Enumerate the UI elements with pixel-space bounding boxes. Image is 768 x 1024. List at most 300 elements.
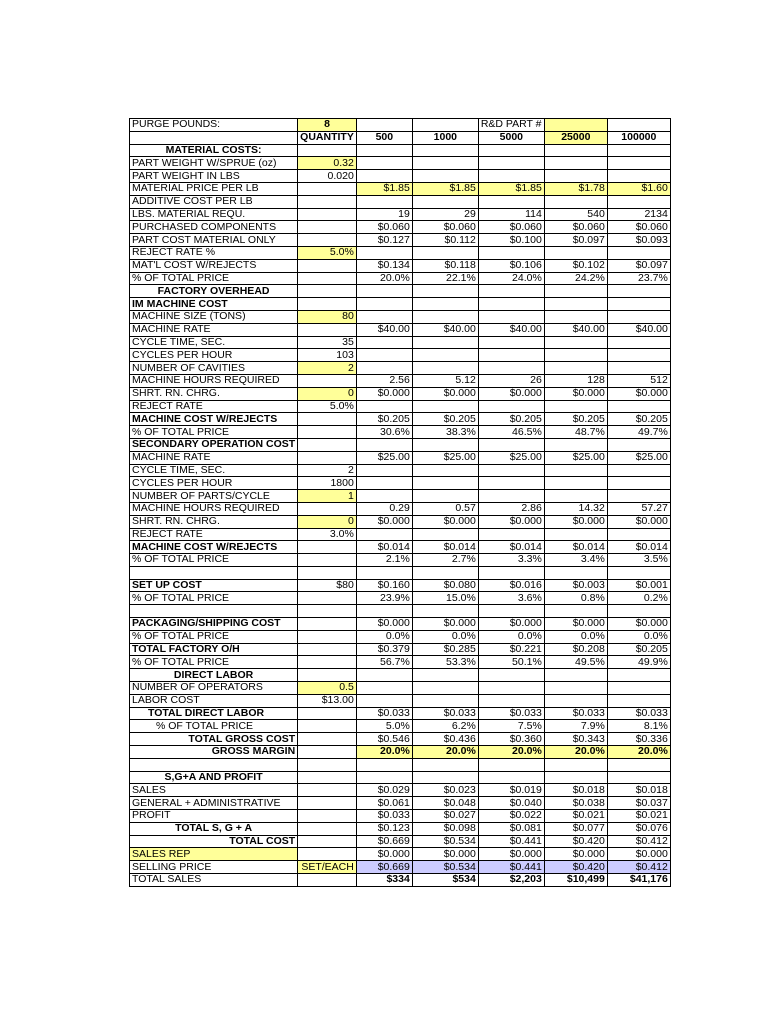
value-cell: 5.0%	[356, 720, 412, 733]
value-cell: $0.000	[544, 618, 607, 631]
input-cell[interactable]: 2	[298, 362, 357, 375]
value-cell: $0.000	[412, 515, 478, 528]
rd-part-label: R&D PART #	[478, 119, 544, 132]
value-cell	[412, 195, 478, 208]
value-cell	[478, 246, 544, 259]
row-label: MACHINE RATE	[130, 323, 298, 336]
input-cell	[298, 438, 357, 451]
value-cell: 24.0%	[478, 272, 544, 285]
value-cell	[356, 438, 412, 451]
value-cell	[607, 362, 670, 375]
value-cell	[607, 144, 670, 157]
value-cell	[607, 490, 670, 503]
value-cell: 0.0%	[356, 630, 412, 643]
input-cell: $80	[298, 579, 357, 592]
value-cell: 20.0%	[356, 272, 412, 285]
value-cell	[607, 400, 670, 413]
input-cell	[298, 720, 357, 733]
row-label: REJECT RATE	[130, 528, 298, 541]
value-cell: $0.040	[478, 797, 544, 810]
value-cell: $0.001	[607, 579, 670, 592]
table-row	[130, 477, 671, 490]
table-row	[130, 451, 671, 464]
input-cell	[298, 285, 357, 298]
input-cell[interactable]: 0.5	[298, 682, 357, 695]
value-cell: 2.86	[478, 502, 544, 515]
value-cell	[544, 349, 607, 362]
value-cell: $0.112	[412, 234, 478, 247]
table-row	[130, 336, 671, 349]
value-cell	[412, 170, 478, 183]
input-cell	[298, 592, 357, 605]
value-cell	[478, 144, 544, 157]
value-cell: $0.023	[412, 784, 478, 797]
value-cell	[356, 464, 412, 477]
value-cell	[544, 771, 607, 784]
table-row	[130, 285, 671, 298]
value-cell: 19	[356, 208, 412, 221]
value-cell	[412, 682, 478, 695]
value-cell: 0.8%	[544, 592, 607, 605]
value-cell: $0.033	[412, 707, 478, 720]
value-cell: 2134	[607, 208, 670, 221]
value-cell	[478, 490, 544, 503]
table-row	[130, 861, 671, 874]
value-cell: $0.669	[356, 861, 412, 874]
row-label: TOTAL FACTORY O/H	[130, 643, 298, 656]
table-row	[130, 310, 671, 323]
rd-part-input[interactable]	[544, 119, 607, 132]
input-cell	[298, 413, 357, 426]
value-cell: $0.033	[356, 810, 412, 823]
value-cell	[544, 170, 607, 183]
spacer-row	[130, 605, 671, 618]
value-cell	[478, 605, 544, 618]
row-label: SALES	[130, 784, 298, 797]
value-cell: 49.5%	[544, 656, 607, 669]
input-cell	[298, 208, 357, 221]
value-cell: $0.019	[478, 784, 544, 797]
value-cell: $0.208	[544, 643, 607, 656]
value-cell	[356, 669, 412, 682]
value-cell: 20.0%	[544, 746, 607, 759]
value-cell	[544, 605, 607, 618]
value-cell	[356, 682, 412, 695]
value-cell: 38.3%	[412, 426, 478, 439]
quantity-row	[130, 131, 671, 144]
input-cell	[298, 451, 357, 464]
value-cell: 56.7%	[356, 656, 412, 669]
value-cell: 0.29	[356, 502, 412, 515]
value-cell	[356, 771, 412, 784]
value-cell: $0.205	[478, 413, 544, 426]
input-cell	[298, 566, 357, 579]
value-cell: $0.000	[478, 515, 544, 528]
input-cell	[298, 272, 357, 285]
value-cell: $10,499	[544, 874, 607, 887]
value-cell: $0.127	[356, 234, 412, 247]
value-cell: $0.000	[356, 618, 412, 631]
input-cell: 3.0%	[298, 528, 357, 541]
value-cell: $0.669	[356, 835, 412, 848]
input-cell	[298, 182, 357, 195]
row-label: REJECT RATE	[130, 400, 298, 413]
row-label: S,G+A AND PROFIT	[130, 771, 298, 784]
value-cell: $0.000	[412, 387, 478, 400]
row-label: IM MACHINE COST	[130, 298, 298, 311]
value-cell	[478, 310, 544, 323]
value-cell: $25.00	[478, 451, 544, 464]
value-cell	[412, 310, 478, 323]
value-cell	[607, 758, 670, 771]
value-cell	[356, 566, 412, 579]
value-cell	[478, 528, 544, 541]
value-cell: 7.9%	[544, 720, 607, 733]
table-row	[130, 182, 671, 195]
value-cell	[356, 144, 412, 157]
value-cell: 3.4%	[544, 554, 607, 567]
input-cell	[298, 234, 357, 247]
value-cell	[356, 349, 412, 362]
row-label: ADDITIVE COST PER LB	[130, 195, 298, 208]
row-label: MATERIAL COSTS:	[130, 144, 298, 157]
row-label: GENERAL + ADMINISTRATIVE	[130, 797, 298, 810]
row-label: DIRECT LABOR	[130, 669, 298, 682]
value-cell	[607, 566, 670, 579]
value-cell	[607, 477, 670, 490]
value-cell: $1.78	[544, 182, 607, 195]
table-row	[130, 694, 671, 707]
value-cell: 2.1%	[356, 554, 412, 567]
value-cell	[544, 336, 607, 349]
value-cell: $0.000	[478, 848, 544, 861]
purge-row	[130, 119, 671, 132]
table-row	[130, 618, 671, 631]
row-label: SET UP COST	[130, 579, 298, 592]
value-cell: $25.00	[544, 451, 607, 464]
value-cell: 22.1%	[412, 272, 478, 285]
value-cell	[356, 157, 412, 170]
input-cell	[298, 822, 357, 835]
value-cell	[478, 477, 544, 490]
value-cell: $0.441	[478, 835, 544, 848]
value-cell: $0.000	[544, 515, 607, 528]
input-cell	[298, 374, 357, 387]
row-label: PROFIT	[130, 810, 298, 823]
table-row	[130, 810, 671, 823]
value-cell: $0.000	[607, 618, 670, 631]
value-cell	[607, 195, 670, 208]
value-cell: $0.000	[478, 387, 544, 400]
purge-value-cell[interactable]: 8	[298, 119, 357, 132]
input-cell	[298, 835, 357, 848]
table-row	[130, 630, 671, 643]
input-cell[interactable]: 0	[298, 515, 357, 528]
input-cell	[298, 810, 357, 823]
value-cell: $0.343	[544, 733, 607, 746]
value-cell	[356, 605, 412, 618]
value-cell	[478, 682, 544, 695]
value-cell	[478, 566, 544, 579]
input-cell	[298, 771, 357, 784]
value-cell	[544, 682, 607, 695]
value-cell	[544, 464, 607, 477]
value-cell	[412, 144, 478, 157]
value-cell	[478, 694, 544, 707]
input-cell[interactable]: 1	[298, 490, 357, 503]
table-row	[130, 208, 671, 221]
value-cell: 512	[607, 374, 670, 387]
row-label: MACHINE HOURS REQUIRED	[130, 502, 298, 515]
value-cell: 30.6%	[356, 426, 412, 439]
quantity-label: QUANTITY	[298, 131, 357, 144]
table-row	[130, 707, 671, 720]
input-cell[interactable]: 0	[298, 387, 357, 400]
value-cell: $0.033	[356, 707, 412, 720]
value-cell: $0.205	[412, 413, 478, 426]
value-cell: $0.221	[478, 643, 544, 656]
value-cell: $0.000	[356, 515, 412, 528]
value-cell	[356, 170, 412, 183]
table-row	[130, 528, 671, 541]
value-cell: $0.000	[607, 848, 670, 861]
input-cell[interactable]: 80	[298, 310, 357, 323]
value-cell: 50.1%	[478, 656, 544, 669]
qty-25000[interactable]: 25000	[544, 131, 607, 144]
input-cell: 5.0%	[298, 400, 357, 413]
value-cell: $0.033	[607, 707, 670, 720]
value-cell	[356, 285, 412, 298]
value-cell	[356, 310, 412, 323]
qty-100000: 100000	[607, 131, 670, 144]
table-row	[130, 490, 671, 503]
row-label: SHRT. RN. CHRG.	[130, 515, 298, 528]
value-cell	[412, 400, 478, 413]
table-row	[130, 221, 671, 234]
value-cell: $0.077	[544, 822, 607, 835]
table-row	[130, 720, 671, 733]
value-cell: $25.00	[356, 451, 412, 464]
value-cell: $0.420	[544, 861, 607, 874]
table-row	[130, 682, 671, 695]
row-label: MATERIAL PRICE PER LB	[130, 182, 298, 195]
value-cell	[412, 349, 478, 362]
input-cell	[298, 554, 357, 567]
value-cell: 5.12	[412, 374, 478, 387]
row-label: GROSS MARGIN	[130, 746, 298, 759]
value-cell: 57.27	[607, 502, 670, 515]
value-cell: 20.0%	[607, 746, 670, 759]
value-cell	[544, 490, 607, 503]
value-cell: $40.00	[412, 323, 478, 336]
value-cell: 2.56	[356, 374, 412, 387]
table-row	[130, 822, 671, 835]
value-cell	[544, 246, 607, 259]
table-row	[130, 797, 671, 810]
row-label: MACHINE RATE	[130, 451, 298, 464]
input-cell	[298, 784, 357, 797]
input-cell	[298, 144, 357, 157]
value-cell: $0.076	[607, 822, 670, 835]
value-cell	[356, 694, 412, 707]
value-cell: $0.014	[356, 541, 412, 554]
value-cell	[356, 336, 412, 349]
value-cell: $0.000	[607, 515, 670, 528]
value-cell	[544, 285, 607, 298]
value-cell: 23.9%	[356, 592, 412, 605]
table-row	[130, 784, 671, 797]
value-cell: $0.205	[607, 643, 670, 656]
input-cell	[298, 618, 357, 631]
row-label: PURCHASED COMPONENTS	[130, 221, 298, 234]
row-label	[130, 566, 298, 579]
table-row	[130, 413, 671, 426]
value-cell: $0.081	[478, 822, 544, 835]
value-cell	[607, 682, 670, 695]
value-cell	[607, 298, 670, 311]
value-cell: $0.014	[607, 541, 670, 554]
value-cell	[544, 362, 607, 375]
value-cell	[356, 400, 412, 413]
spacer-row	[130, 566, 671, 579]
row-label: PART WEIGHT W/SPRUE (oz)	[130, 157, 298, 170]
purge-label: PURGE POUNDS:	[130, 119, 298, 132]
value-cell	[356, 490, 412, 503]
table-row	[130, 400, 671, 413]
input-cell[interactable]: 0.32	[298, 157, 357, 170]
value-cell	[607, 170, 670, 183]
value-cell: $0.000	[356, 387, 412, 400]
value-cell: 14.32	[544, 502, 607, 515]
value-cell: $0.546	[356, 733, 412, 746]
value-cell: $0.420	[544, 835, 607, 848]
value-cell	[412, 298, 478, 311]
input-cell: 103	[298, 349, 357, 362]
value-cell: $0.100	[478, 234, 544, 247]
value-cell: $0.118	[412, 259, 478, 272]
value-cell: $0.033	[478, 707, 544, 720]
value-cell: $1.85	[478, 182, 544, 195]
value-cell	[607, 464, 670, 477]
table-row	[130, 438, 671, 451]
value-cell: $0.098	[412, 822, 478, 835]
value-cell	[607, 246, 670, 259]
row-label: CYCLES PER HOUR	[130, 349, 298, 362]
row-label: MACHINE COST W/REJECTS	[130, 413, 298, 426]
value-cell: $41,176	[607, 874, 670, 887]
value-cell: $0.014	[544, 541, 607, 554]
table-row	[130, 874, 671, 887]
value-cell	[607, 336, 670, 349]
value-cell	[412, 528, 478, 541]
input-cell: 2	[298, 464, 357, 477]
input-cell	[298, 848, 357, 861]
value-cell: $0.000	[607, 387, 670, 400]
value-cell: 540	[544, 208, 607, 221]
row-label: REJECT RATE %	[130, 246, 298, 259]
value-cell: $0.534	[412, 835, 478, 848]
value-cell	[412, 336, 478, 349]
row-label: NUMBER OF CAVITIES	[130, 362, 298, 375]
input-cell	[298, 669, 357, 682]
value-cell: 7.5%	[478, 720, 544, 733]
value-cell: $0.106	[478, 259, 544, 272]
value-cell	[478, 349, 544, 362]
input-cell[interactable]: SET/EACH	[298, 861, 357, 874]
row-label: % OF TOTAL PRICE	[130, 554, 298, 567]
value-cell: $0.003	[544, 579, 607, 592]
table-row	[130, 669, 671, 682]
value-cell	[478, 669, 544, 682]
table-row	[130, 554, 671, 567]
value-cell: 3.3%	[478, 554, 544, 567]
value-cell: 24.2%	[544, 272, 607, 285]
value-cell	[607, 771, 670, 784]
value-cell: $0.037	[607, 797, 670, 810]
input-cell	[298, 643, 357, 656]
row-label: LBS. MATERIAL REQU.	[130, 208, 298, 221]
value-cell: $0.123	[356, 822, 412, 835]
value-cell	[356, 477, 412, 490]
value-cell: $0.021	[607, 810, 670, 823]
value-cell	[607, 310, 670, 323]
row-label: SECONDARY OPERATION COST	[130, 438, 298, 451]
value-cell: $0.097	[544, 234, 607, 247]
row-label: TOTAL DIRECT LABOR	[130, 707, 298, 720]
value-cell: 15.0%	[412, 592, 478, 605]
value-cell: $0.285	[412, 643, 478, 656]
table-row	[130, 771, 671, 784]
table-row	[130, 643, 671, 656]
value-cell: $0.080	[412, 579, 478, 592]
value-cell	[478, 157, 544, 170]
value-cell: 0.0%	[478, 630, 544, 643]
value-cell	[412, 771, 478, 784]
input-cell	[298, 605, 357, 618]
qty-5000: 5000	[478, 131, 544, 144]
value-cell: 23.7%	[607, 272, 670, 285]
value-cell	[356, 758, 412, 771]
value-cell: $0.000	[478, 618, 544, 631]
value-cell	[544, 694, 607, 707]
row-label: % OF TOTAL PRICE	[130, 426, 298, 439]
value-cell	[607, 438, 670, 451]
table-row	[130, 515, 671, 528]
value-cell: $0.102	[544, 259, 607, 272]
value-cell: $0.097	[607, 259, 670, 272]
value-cell	[478, 195, 544, 208]
input-cell	[298, 298, 357, 311]
input-cell	[298, 746, 357, 759]
table-row	[130, 157, 671, 170]
value-cell	[478, 336, 544, 349]
value-cell	[544, 144, 607, 157]
value-cell: $0.014	[478, 541, 544, 554]
row-label: % OF TOTAL PRICE	[130, 720, 298, 733]
table-row	[130, 592, 671, 605]
input-cell[interactable]: 5.0%	[298, 246, 357, 259]
row-label: CYCLE TIME, SEC.	[130, 336, 298, 349]
value-cell: 0.0%	[412, 630, 478, 643]
value-cell: $0.060	[478, 221, 544, 234]
row-label: SALES REP	[130, 848, 298, 861]
value-cell	[544, 566, 607, 579]
value-cell: 20.0%	[478, 746, 544, 759]
value-cell: 8.1%	[607, 720, 670, 733]
value-cell: 0.57	[412, 502, 478, 515]
value-cell	[478, 285, 544, 298]
value-cell: $0.441	[478, 861, 544, 874]
